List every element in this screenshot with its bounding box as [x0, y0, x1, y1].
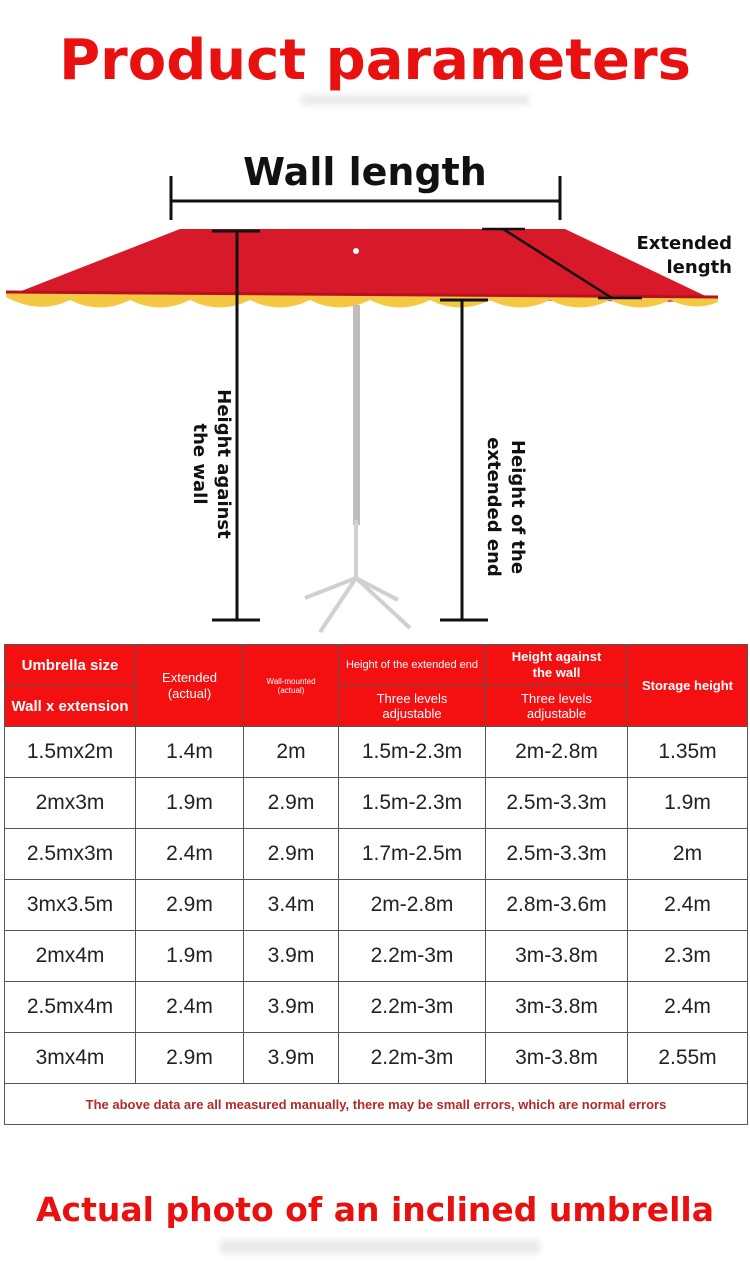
table-cell: 2.2m-3m — [339, 931, 486, 982]
table-row — [5, 880, 748, 931]
table-cell: 3mx3.5m — [5, 880, 136, 931]
umbrella-diagram — [0, 140, 750, 640]
table-cell: 2.4m — [136, 982, 244, 1033]
table-cell: 2.55m — [628, 1033, 748, 1084]
table-row — [5, 727, 748, 778]
table-note-row — [5, 1084, 748, 1125]
table-cell: 2.5m-3.3m — [486, 778, 628, 829]
header-three-levels-2: Three levels adjustable — [486, 686, 628, 727]
table-cell: 2.9m — [136, 880, 244, 931]
table-cell: 2.2m-3m — [339, 1033, 486, 1084]
header-wall-x-extension: Wall x extension — [5, 686, 136, 727]
table-cell: 3mx4m — [5, 1033, 136, 1084]
table-row — [5, 982, 748, 1033]
table-cell: 1.9m — [136, 778, 244, 829]
table-cell: 2.9m — [136, 1033, 244, 1084]
table-cell: 1.9m — [136, 931, 244, 982]
table-cell: 2.3m — [628, 931, 748, 982]
table-row — [5, 1033, 748, 1084]
table-cell: 3m-3.8m — [486, 982, 628, 1033]
table-cell: 1.5m-2.3m — [339, 727, 486, 778]
table-cell: 1.7m-2.5m — [339, 829, 486, 880]
umbrella-stand — [305, 520, 410, 632]
header-three-levels-1: Three levels adjustable — [339, 686, 486, 727]
table-cell: 1.5m-2.3m — [339, 778, 486, 829]
faded-caption — [300, 95, 530, 105]
table-cell: 2.4m — [136, 829, 244, 880]
table-cell: 2m — [244, 727, 339, 778]
height-extended-label: Height of the extended end — [483, 437, 528, 577]
table-cell: 1.4m — [136, 727, 244, 778]
header-wall-mounted: Wall-mounted (actual) — [244, 645, 339, 727]
extended-length-label: Extended length — [636, 233, 732, 278]
table-row — [5, 829, 748, 880]
spec-table — [4, 644, 748, 1125]
table-row — [5, 931, 748, 982]
table-cell: 2mx4m — [5, 931, 136, 982]
header-height-extended-end: Height of the extended end — [339, 645, 486, 686]
table-cell: 2.4m — [628, 982, 748, 1033]
page-title: Product parameters — [59, 28, 691, 93]
header-storage-height: Storage height — [628, 645, 748, 727]
height-wall-label: Height against the wall — [189, 389, 234, 539]
table-cell: 2mx3m — [5, 778, 136, 829]
table-cell: 3.9m — [244, 1033, 339, 1084]
table-cell: 2.9m — [244, 829, 339, 880]
umbrella-pole — [353, 305, 360, 525]
table-cell: 3m-3.8m — [486, 931, 628, 982]
table-cell: 2m — [628, 829, 748, 880]
table-cell: 3.9m — [244, 931, 339, 982]
table-cell: 2.5mx4m — [5, 982, 136, 1033]
table-cell: 3.9m — [244, 982, 339, 1033]
header-umbrella-size: Umbrella size — [5, 645, 136, 686]
wall-length-label: Wall length — [243, 150, 487, 194]
table-cell: 2m-2.8m — [339, 880, 486, 931]
table-row — [5, 778, 748, 829]
table-cell: 2.4m — [628, 880, 748, 931]
table-cell: 1.35m — [628, 727, 748, 778]
table-header-row — [5, 645, 748, 686]
header-height-against-wall: Height against the wall — [486, 645, 628, 686]
table-note: The above data are all measured manually, there may be small errors, which are normal errors — [5, 1084, 748, 1125]
table-cell: 2.8m-3.6m — [486, 880, 628, 931]
table-cell: 1.5mx2m — [5, 727, 136, 778]
table-cell: 2.5m-3.3m — [486, 829, 628, 880]
table-cell: 2m-2.8m — [486, 727, 628, 778]
bottom-title: Actual photo of an inclined umbrella — [36, 1190, 714, 1229]
table-cell: 2.2m-3m — [339, 982, 486, 1033]
table-cell: 2.5mx3m — [5, 829, 136, 880]
table-cell: 1.9m — [628, 778, 748, 829]
header-extended: Extended (actual) — [136, 645, 244, 727]
table-cell: 2.9m — [244, 778, 339, 829]
table-cell: 3.4m — [244, 880, 339, 931]
faded-caption-bottom — [220, 1240, 540, 1254]
table-cell: 3m-3.8m — [486, 1033, 628, 1084]
